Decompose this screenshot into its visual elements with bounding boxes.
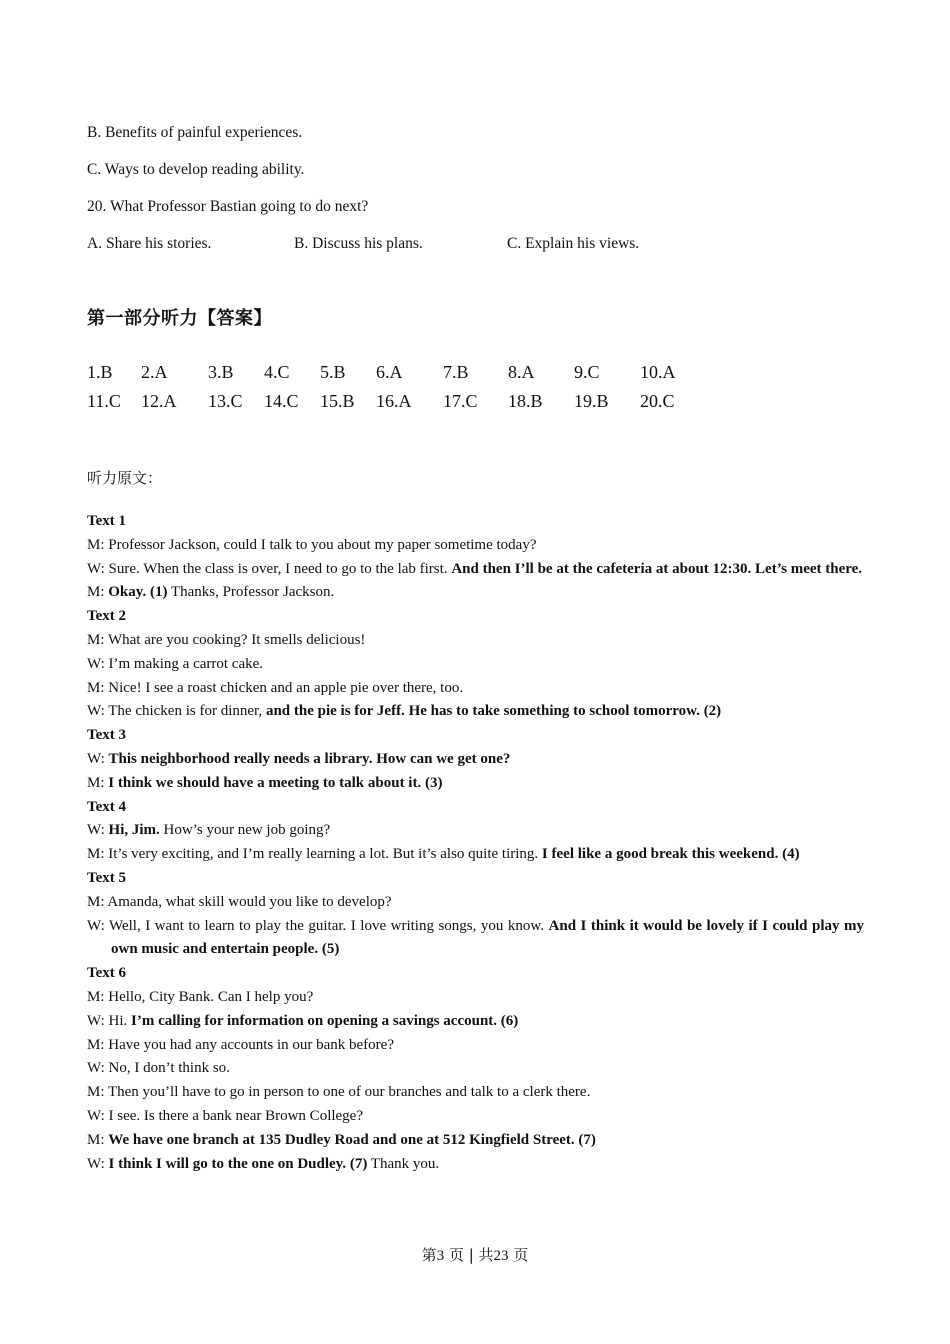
dialogue-key-text: I’m calling for information on opening a savings account. (6)	[131, 1012, 519, 1029]
answers-row-2	[87, 391, 864, 415]
dialogue-text: Thank you.	[367, 1155, 440, 1172]
q20-options	[87, 235, 864, 257]
dialogue-line: M: Nice! I see a roast chicken and an apple pie over there, too.	[87, 679, 464, 696]
text-6-heading: Text 6	[87, 965, 127, 982]
dialogue-text: How’s your new job going?	[159, 822, 331, 839]
q20-option-a: A. Share his stories.	[87, 235, 212, 252]
dialogue-line: W: I see. Is there a bank near Brown College?	[87, 1107, 363, 1124]
dialogue-key-text: Okay. (1)	[108, 584, 168, 601]
dialogue-text: W: The chicken is for dinner,	[87, 703, 266, 720]
dialogue-line	[87, 748, 864, 772]
q20-question: 20. What Professor Bastian going to do next?	[87, 198, 369, 215]
answer-item: 7.B	[443, 362, 469, 382]
answer-item: 2.A	[141, 362, 168, 382]
answer-item: 3.B	[208, 362, 234, 382]
dialogue-line	[87, 843, 864, 867]
answer-item: 14.C	[264, 391, 299, 411]
answer-item: 15.B	[320, 391, 355, 411]
dialogue-key-text: I think we should have a meeting to talk about it. (3)	[108, 774, 443, 791]
dialogue-line: M: Hello, City Bank. Can I help you?	[87, 988, 314, 1005]
text-5-heading: Text 5	[87, 869, 127, 886]
dialogue-text: W:	[87, 822, 109, 839]
text-3-heading: Text 3	[87, 727, 127, 744]
transcript-title: 听力原文：	[87, 469, 163, 487]
dialogue-text: M:	[87, 774, 109, 791]
answer-item: 18.B	[508, 391, 543, 411]
page-footer	[0, 1244, 950, 1265]
dialogue-key-text: I feel like a good break this weekend. (4)	[541, 846, 800, 863]
dialogue-line	[87, 772, 864, 796]
dialogue-line	[87, 558, 864, 582]
q20-option-c: C. Explain his views.	[507, 235, 640, 252]
answer-item: 4.C	[264, 362, 290, 382]
answer-item: 10.A	[640, 362, 676, 382]
dialogue-text: M:	[87, 584, 109, 601]
dialogue-line: M: Professor Jackson, could I talk to you about my paper sometime today?	[87, 536, 537, 553]
answer-item: 19.B	[574, 391, 609, 411]
dialogue-line	[87, 581, 864, 605]
answer-item: 11.C	[87, 391, 121, 411]
dialogue-key-text: I think I will go to the one on Dudley. (7)	[108, 1155, 368, 1172]
answer-item: 9.C	[574, 362, 600, 382]
dialogue-line: W: I’m making a carrot cake.	[87, 655, 264, 672]
answer-item: 20.C	[640, 391, 675, 411]
footer-text: 第	[421, 1246, 437, 1264]
answer-item: 6.A	[376, 362, 403, 382]
answers-row-1	[87, 362, 864, 386]
answer-item: 16.A	[376, 391, 412, 411]
dialogue-text: Thanks, Professor Jackson.	[167, 584, 335, 601]
dialogue-text: W: Hi.	[87, 1012, 132, 1029]
answer-item: 8.A	[508, 362, 535, 382]
answer-item: 13.C	[208, 391, 243, 411]
q20-option-b: B. Discuss his plans.	[294, 235, 423, 252]
answer-item: 5.B	[320, 362, 346, 382]
text-1-heading: Text 1	[87, 513, 127, 529]
text-2-heading: Text 2	[87, 608, 127, 625]
dialogue-key-text: and the pie is for Jeff. He has to take something to school tomorrow. (2)	[265, 703, 722, 720]
dialogue-text: W:	[87, 1155, 109, 1172]
dialogue-line: W: No, I don’t think so.	[87, 1060, 230, 1077]
footer-text: 页 | 共	[444, 1246, 494, 1264]
dialogue-line	[87, 700, 864, 724]
dialogue-line: M: What are you cooking? It smells delicious!	[87, 631, 366, 648]
dialogue-key-text: Hi, Jim.	[108, 822, 160, 839]
dialogue-line	[87, 915, 864, 963]
answer-item: 1.B	[87, 362, 113, 382]
q19-option-b: B. Benefits of painful experiences.	[87, 124, 303, 141]
dialogue-line	[87, 1010, 864, 1034]
dialogue-text: W: Sure. When the class is over, I need to go to the lab first.	[87, 560, 452, 577]
dialogue-text: M:	[87, 1131, 109, 1148]
dialogue-key-text: And then I’ll be at the cafeteria at about 12:30. Let’s meet there.	[451, 560, 863, 577]
text-4-heading: Text 4	[87, 798, 127, 815]
page-total: 23	[493, 1248, 509, 1264]
dialogue-text: W:	[87, 750, 109, 767]
dialogue-text: W: Well, I want to learn to play the guitar. I love writing songs, you know.	[87, 917, 549, 934]
dialogue-line	[87, 1129, 864, 1153]
dialogue-key-text: We have one branch at 135 Dudley Road and one at 512 Kingfield Street. (7)	[108, 1131, 596, 1148]
page-number: 3	[436, 1248, 445, 1264]
dialogue-line	[87, 819, 864, 843]
dialogue-key-text: This neighborhood really needs a library. How can we get one?	[108, 750, 511, 767]
dialogue-key-text: And I think it would be lovely if I could play my own music and entertain people. (5)	[111, 917, 864, 958]
dialogue-line: M: Have you had any accounts in our bank before?	[87, 1036, 394, 1053]
answers-section-title: 第一部分听力【答案】	[87, 308, 272, 329]
transcript-body	[87, 510, 864, 1176]
q19-option-c: C. Ways to develop reading ability.	[87, 161, 305, 178]
dialogue-line	[87, 1153, 864, 1177]
footer-text: 页	[508, 1246, 529, 1264]
answer-item: 17.C	[443, 391, 478, 411]
dialogue-text: M: It’s very exciting, and I’m really learning a lot. But it’s also quite tiring.	[87, 846, 542, 863]
dialogue-line: M: Then you’ll have to go in person to one of our branches and talk to a clerk there.	[87, 1084, 591, 1101]
answer-item: 12.A	[141, 391, 177, 411]
dialogue-line: M: Amanda, what skill would you like to develop?	[87, 893, 392, 910]
